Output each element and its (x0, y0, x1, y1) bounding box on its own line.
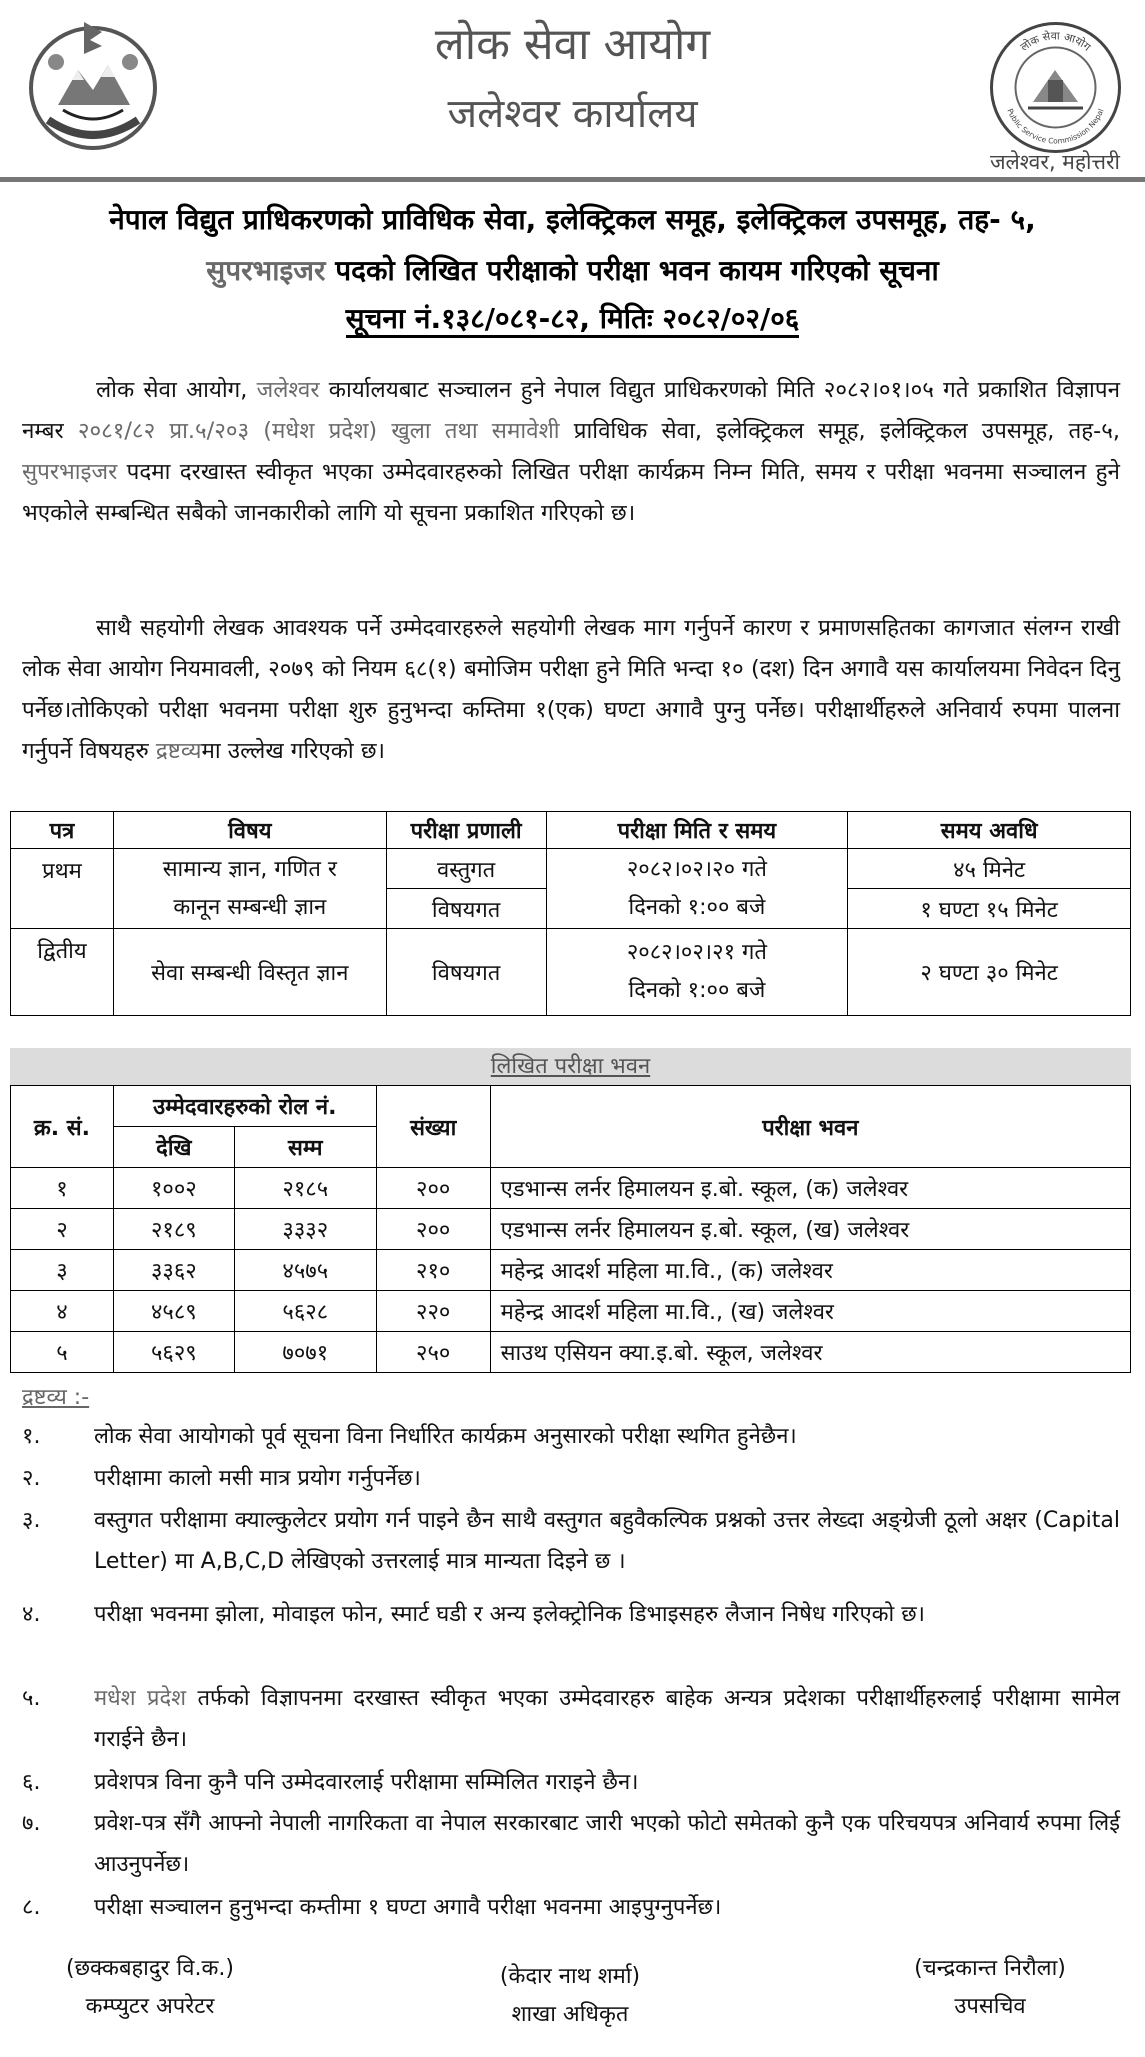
note-number: २. (22, 1466, 41, 1491)
serial-cell: २ (11, 1209, 114, 1250)
notice-number-text: सूचना नं.१३८/०८१-८२, मितिः २०८२/०२/०६ (346, 302, 800, 338)
notes-heading: द्रष्टव्य :- (22, 1385, 90, 1410)
subject-line2: कानून सम्बन्धी ज्ञान (173, 894, 327, 920)
note-text-rest: तर्फको विज्ञापनमा दरखास्त स्वीकृत भएका उम्मेदवारहरु बाहेक अन्यत्र प्रदेशका परीक्षार्थीहरुलाई परीक्षामा सामेल गराईने छैन। (94, 1686, 1120, 1752)
note-text: लोक सेवा आयोगको पूर्व सूचना विना निर्धारित कार्यक्रम अनुसारको परीक्षा स्थगित हुनेछैन। (94, 1424, 797, 1449)
schedule-header-row (11, 812, 1131, 849)
venue-cell: एडभान्स लर्नर हिमालयन इ.बो. स्कूल, (ख) जलेश्वर (490, 1209, 1130, 1250)
time-line: दिनको १:०० बजे (628, 978, 766, 1003)
schedule-row (11, 929, 1131, 1016)
para1-text-1: लोक सेवा आयोग, (96, 377, 257, 403)
col-mode: परीक्षा प्रणाली (386, 812, 546, 849)
count-cell: २२० (376, 1291, 490, 1332)
roll-from-cell: ३३६२ (113, 1250, 234, 1291)
note-text: प्रवेशपत्र विना कुनै पनि उम्मेदवारलाई परीक्षामा सम्मिलित गराइने छैन। (94, 1770, 639, 1795)
date-cell (546, 929, 848, 1016)
mode-cell: विषयगत (386, 889, 546, 929)
count-cell: २१० (376, 1250, 490, 1291)
para2-notes-ref: द्रष्टव्य (155, 738, 202, 764)
col-count: संख्या (376, 1086, 490, 1168)
note-text: परीक्षामा कालो मसी मात्र प्रयोग गर्नुपर्नेछ। (94, 1466, 421, 1491)
venue-cell: साउथ एसियन क्या.इ.बो. स्कूल, जलेश्वर (490, 1332, 1130, 1373)
notice-title-line2-rest: पदको लिखित परीक्षाको परीक्षा भवन कायम गरिएको सूचना (325, 254, 939, 287)
roll-to-cell: ३३३२ (234, 1209, 376, 1250)
signatory-title: कम्प्युटर अपरेटर (85, 1994, 215, 2019)
exam-hall-caption-text: लिखित परीक्षा भवन (490, 1054, 651, 1079)
table-row (11, 1332, 1131, 1373)
count-cell: २५० (376, 1332, 490, 1373)
exam-schedule-table (10, 811, 1131, 1016)
col-paper: पत्र (11, 812, 114, 849)
venue-cell: महेन्द्र आदर्श महिला मा.वि., (ख) जलेश्वर (490, 1291, 1130, 1332)
serial-cell: ३ (11, 1250, 114, 1291)
mode-cell: विषयगत (386, 929, 546, 1016)
paper-cell: द्वितीय (11, 929, 114, 1016)
header-location: जलेश्वर, महोत्तरी (989, 150, 1120, 174)
duration-cell: १ घण्टा १५ मिनेट (848, 889, 1131, 929)
psc-logo-top-text: लोक सेवा आयोग (1018, 29, 1094, 54)
roll-from-cell: ४५८९ (113, 1291, 234, 1332)
date-cell (546, 849, 848, 929)
para1-post: सुपरभाइजर (22, 459, 118, 485)
signatory-name: (चन्द्रकान्त निरौला) (914, 1956, 1066, 1981)
signature-block (0, 1950, 300, 2026)
col-venue: परीक्षा भवन (490, 1086, 1130, 1168)
note-text: परीक्षा सञ्चालन हुनुभन्दा कम्तीमा १ घण्टा अगावै परीक्षा भवनमा आइपुग्नुपर्नेछ। (94, 1895, 722, 1920)
serial-cell: ४ (11, 1291, 114, 1332)
date-line1: २०८२।०२।२१ गते (626, 940, 767, 965)
table-row (11, 1250, 1131, 1291)
note-number: ७. (22, 1811, 41, 1836)
subject-line1: सामान्य ज्ञान, गणित र (162, 856, 337, 882)
col-roll-range: उम्मेदवारहरुको रोल नं. (113, 1086, 376, 1127)
signature-block (420, 1958, 720, 2034)
note-number: ८. (22, 1895, 41, 1920)
para1-text-4: पदमा दरखास्त स्वीकृत भएका उम्मेदवारहरुको लिखित परीक्षा कार्यक्रम निम्न मिति, समय र परीक्षा भवनमा सञ्चालन हुने भएकोले सम्बन्धित सबैको जानकारीको लागि यो सूचना प्रकाशित गरिएको छ। (22, 459, 1120, 526)
col-date-time: परीक्षा मिति र समय (546, 812, 848, 849)
exam-hall-table (10, 1085, 1131, 1373)
serial-cell: ५ (11, 1332, 114, 1373)
note-number: ३. (22, 1508, 41, 1533)
date-line1: २०८२।०२।२० गते (626, 856, 767, 882)
roll-to-cell: २१८५ (234, 1168, 376, 1209)
duration-cell: ४५ मिनेट (848, 849, 1131, 889)
note-text (94, 1678, 1120, 1760)
para1-advert-number: २०८१/८२ प्रा.५/२०३ (मधेश प्रदेश) खुला तथा समावेशी (77, 418, 560, 444)
hall-header-row (11, 1086, 1131, 1127)
venue-cell: एडभान्स लर्नर हिमालयन इ.बो. स्कूल, (क) जलेश्वर (490, 1168, 1130, 1209)
para1-office: जलेश्वर (256, 377, 320, 403)
count-cell: २०० (376, 1209, 490, 1250)
signatory-name: (केदार नाथ शर्मा) (499, 1964, 641, 1989)
header-divider (0, 177, 1145, 182)
roll-to-cell: ५६२८ (234, 1291, 376, 1332)
note-text: प्रवेश-पत्र सँगै आफ्नो नेपाली नागरिकता वा नेपाल सरकारबाट जारी भएको फोटो समेतको कुनै एक परिचयपत्र अनिवार्य रुपमा लिई आउनुपर्नेछ। (94, 1811, 1120, 1877)
table-row (11, 1168, 1131, 1209)
notice-title-line1: नेपाल विद्युत प्राधिकरणको प्राविधिक सेवा, इलेक्ट्रिकल समूह, इलेक्ट्रिकल उपसमूह, तह- ५, (109, 203, 1036, 236)
note-number: ५. (22, 1686, 41, 1711)
note-number: ६. (22, 1770, 41, 1795)
notice-number (0, 299, 1145, 337)
roll-from-cell: १००२ (113, 1168, 234, 1209)
signatory-title: उपसचिव (954, 1994, 1026, 2019)
note-text: वस्तुगत परीक्षामा क्याल्कुलेटर प्रयोग गर्न पाइने छैन साथै वस्तुगत बहुवैकल्पिक प्रश्नको उत्तर लेख्दा अङ्ग्रेजी ठूलो अक्षर (Capital Letter) मा A,B,C,D लेखिएको उत्तरलाई मात्र मान्यता दिइने छ । (94, 1508, 1120, 1574)
col-serial: क्र. सं. (11, 1086, 114, 1168)
venue-cell: महेन्द्र आदर्श महिला मा.वि., (क) जलेश्वर (490, 1250, 1130, 1291)
col-roll-to: सम्म (234, 1127, 376, 1168)
duration-cell: २ घण्टा ३० मिनेट (848, 929, 1131, 1016)
subject-cell: सेवा सम्बन्धी विस्तृत ज्ञान (113, 929, 386, 1016)
post-name: सुपरभाइजर (206, 254, 326, 287)
table-row (11, 1209, 1131, 1250)
serial-cell: १ (11, 1168, 114, 1209)
count-cell: २०० (376, 1168, 490, 1209)
col-subject: विषय (113, 812, 386, 849)
time-line: दिनको १:०० बजे (628, 894, 766, 920)
note-text: परीक्षा भवनमा झोला, मोवाइल फोन, स्मार्ट घडी र अन्य इलेक्ट्रोनिक डिभाइसहरु लैजान निषेध गरिएको छ। (94, 1602, 926, 1627)
signatory-name: (छक्कबहादुर वि.क.) (66, 1956, 234, 1981)
psc-logo-icon (988, 20, 1123, 155)
para2-text-1: साथै सहयोगी लेखक आवश्यक पर्ने उम्मेदवारहरुले सहयोगी लेखक माग गर्नुपर्ने कारण र प्रमाणसहितका कागजात संलग्न राखी लोक सेवा आयोग नियमावली, २०७९ को नियम ६८(१) बमोजिम परीक्षा हुने मिति भन्दा १० (दश) दिन अगावै यस कार्यालयमा निवेदन दिनु पर्नेछ।तोकिएको परीक्षा भवनमा परीक्षा शुरु हुनुभन्दा कम्तिमा १(एक) घण्टा अगावै पुग्नु पर्नेछ। परीक्षार्थीहरुले अनिवार्य रुपमा पालना गर्नुपर्ने विषयहरु (22, 615, 1120, 764)
note-number: १. (22, 1424, 41, 1449)
roll-to-cell: ७०७१ (234, 1332, 376, 1373)
para1-text-2: कार्यालयबाट सञ्चालन हुने नेपाल विद्युत प्राधिकरणको मिति २०८२।०१।०५ गते प्रकाशित विज्ञापन नम्बर (22, 377, 1120, 444)
note-number: ४. (22, 1602, 41, 1627)
roll-from-cell: २१८९ (113, 1209, 234, 1250)
para1-text-3: प्राविधिक सेवा, इलेक्ट्रिकल समूह, इलेक्ट्रिकल उपसमूह, तह-५, (559, 418, 1120, 444)
col-roll-from: देखि (113, 1127, 234, 1168)
schedule-row (11, 849, 1131, 889)
signatory-title: शाखा अधिकृत (511, 2002, 629, 2027)
signature-block (840, 1950, 1140, 2026)
mode-cell: वस्तुगत (386, 849, 546, 889)
exam-hall-caption (10, 1048, 1131, 1085)
province-highlight: मधेश प्रदेश (94, 1686, 187, 1711)
para2-text-2: मा उल्लेख गरिएको छ। (201, 738, 386, 764)
psc-logo-bottom-text: Public Service Commission Nepal (1005, 107, 1106, 146)
roll-to-cell: ४५७५ (234, 1250, 376, 1291)
notice-title-line2 (0, 251, 1145, 289)
paper-cell: प्रथम (11, 849, 114, 929)
col-duration: समय अवधि (848, 812, 1131, 849)
writer-paragraph (22, 608, 1120, 772)
svg-text:लोक सेवा आयोग (1018, 29, 1094, 54)
roll-from-cell: ५६२९ (113, 1332, 234, 1373)
table-row (11, 1291, 1131, 1332)
subject-cell (113, 849, 386, 929)
header-title: लोक सेवा आयोग (434, 19, 711, 70)
header-office: जलेश्वर कार्यालय (447, 91, 698, 137)
intro-paragraph (22, 370, 1120, 534)
